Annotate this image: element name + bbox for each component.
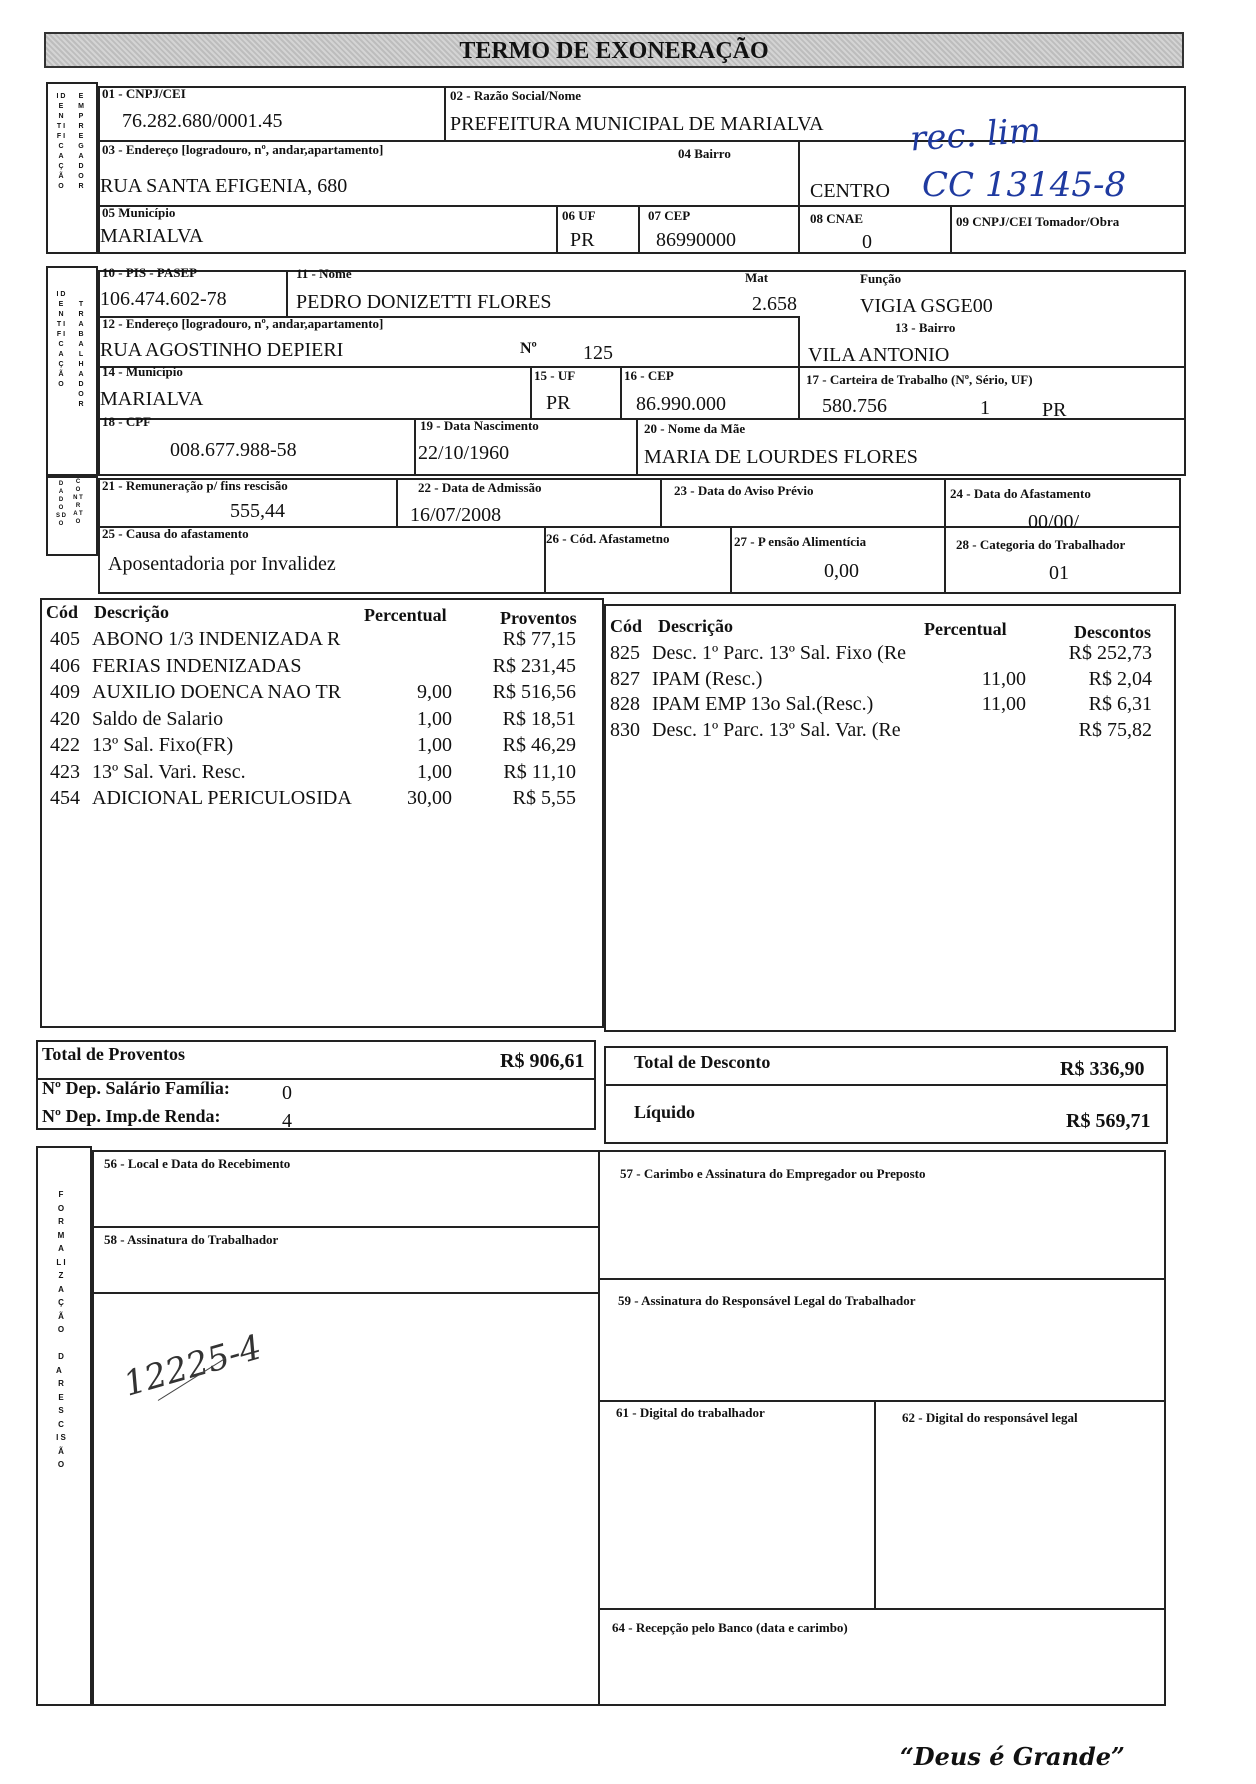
- descontos-valor: R$ 6,31: [1088, 693, 1152, 715]
- total-desconto-label: Total de Desconto: [634, 1052, 771, 1072]
- handwritten-note-1: rec. lim: [908, 110, 1043, 160]
- proventos-valor: R$ 11,10: [503, 760, 576, 783]
- employer-address-label: 03 - Endereço [logradouro, nº, andar,apartamento]: [102, 142, 384, 157]
- worker-side-box: [46, 266, 98, 476]
- worker-bairro-label: 13 - Bairro: [895, 320, 956, 335]
- proventos-desc: Saldo de Salario: [92, 707, 224, 730]
- employer-cep-label: 07 CEP: [648, 208, 691, 223]
- ctps-serie: 1: [980, 397, 990, 419]
- dep-sal-fam-value: 0: [282, 1082, 292, 1104]
- pensao-value: 0,00: [824, 560, 859, 582]
- proventos-desc: ADICIONAL PERICULOSIDA: [92, 787, 352, 809]
- causa-value: Aposentadoria por Invalidez: [108, 553, 336, 575]
- worker-address-label: 12 - Endereço [logradouro, nº, andar,apartamento]: [102, 316, 384, 331]
- causa-label: 25 - Causa do afastamento: [102, 526, 249, 541]
- proventos-header-perc: Percentual: [364, 605, 447, 625]
- proventos-desc: ABONO 1/3 INDENIZADA R: [92, 628, 341, 650]
- proventos-perc: 9,00: [417, 681, 452, 703]
- afast-value: 00/00/: [1028, 511, 1080, 533]
- razao-label: 02 - Razão Social/Nome: [450, 88, 582, 103]
- worker-uf-value: PR: [546, 392, 571, 414]
- remun-label: 21 - Remuneração p/ fins rescisão: [102, 478, 288, 493]
- mat-value: 2.658: [752, 293, 797, 315]
- proventos-perc: 1,00: [417, 760, 452, 783]
- proventos-perc: 1,00: [417, 707, 452, 730]
- cpf-label: 18 - CPF: [102, 414, 152, 429]
- funcao-value: VIGIA GSGE00: [860, 295, 993, 317]
- worker-side-label: I D E N T I F I C A Ç Ã O: [56, 291, 66, 388]
- employer-uf-value: PR: [570, 229, 595, 251]
- categoria-label: 28 - Categoria do Trabalhador: [956, 537, 1126, 552]
- descontos-cod: 830: [610, 718, 640, 741]
- descontos-desc: Desc. 1º Parc. 13º Sal. Var. (Re: [652, 718, 901, 741]
- dep-ir-label: Nº Dep. Imp.de Renda:: [42, 1106, 221, 1126]
- worker-cep-value: 86.990.000: [636, 393, 726, 415]
- f58-label: 58 - Assinatura do Trabalhador: [104, 1232, 279, 1247]
- proventos-valor: R$ 18,51: [502, 707, 576, 730]
- employer-cep-value: 86990000: [656, 229, 736, 251]
- descontos-desc: IPAM EMP 13o Sal.(Resc.): [652, 693, 874, 715]
- worker-num-value: 125: [583, 342, 613, 364]
- document-title: TERMO DE EXONERAÇÃO: [459, 38, 769, 64]
- proventos-header-valor: Proventos: [500, 608, 577, 628]
- descontos-valor: R$ 252,73: [1068, 642, 1152, 664]
- worker-num-label: Nº: [520, 340, 537, 357]
- descontos-desc: IPAM (Resc.): [652, 667, 763, 690]
- proventos-valor: R$ 46,29: [502, 734, 576, 756]
- employer-uf-label: 06 UF: [562, 208, 596, 223]
- tomador-label: 09 CNPJ/CEI Tomador/Obra: [956, 214, 1120, 229]
- razao-value: PREFEITURA MUNICIPAL DE MARIALVA: [450, 113, 824, 135]
- funcao-label: Função: [860, 271, 902, 286]
- descontos-cod: 828: [610, 693, 640, 715]
- descontos-cod: 825: [610, 642, 640, 664]
- f61-label: 61 - Digital do trabalhador: [616, 1405, 765, 1420]
- f59-label: 59 - Assinatura do Responsável Legal do Trabalhador: [618, 1293, 916, 1308]
- nome-label: 11 - Nome: [296, 266, 352, 281]
- employer-bairro-label: 04 Bairro: [678, 146, 731, 161]
- contract-side-label: D A D O S D O: [56, 481, 67, 527]
- worker-municipio-value: MARIALVA: [100, 388, 204, 410]
- proventos-valor: R$ 516,56: [492, 681, 576, 703]
- handwritten-note-2: CC 13145-8: [922, 165, 1127, 205]
- cnpj-label: 01 - CNPJ/CEI: [102, 86, 186, 101]
- total-desconto-value: R$ 336,90: [1060, 1058, 1145, 1080]
- proventos-desc: 13º Sal. Fixo(FR): [92, 734, 234, 756]
- descontos-header-cod: Cód: [610, 616, 643, 636]
- cnae-value: 0: [862, 231, 872, 253]
- proventos-valor: R$ 77,15: [502, 628, 576, 650]
- employer-address-value: RUA SANTA EFIGENIA, 680: [100, 175, 348, 197]
- proventos-perc: 1,00: [417, 734, 452, 756]
- pis-label: 10 - PIS - PASEP: [102, 265, 198, 280]
- employer-side-label-2: E M P R E G A D O R: [78, 93, 84, 190]
- employer-side-label: I D E N T I F I C A Ç Ã O: [56, 93, 66, 190]
- f56-label: 56 - Local e Data do Recebimento: [104, 1156, 291, 1171]
- proventos-cod: 406: [50, 654, 80, 677]
- total-proventos-label: Total de Proventos: [42, 1044, 186, 1064]
- descontos-header-perc: Percentual: [924, 619, 1007, 639]
- f62-label: 62 - Digital do responsável legal: [902, 1410, 1078, 1425]
- employer-municipio-value: MARIALVA: [100, 225, 204, 247]
- nasc-value: 22/10/1960: [418, 442, 510, 464]
- aviso-label: 23 - Data do Aviso Prévio: [674, 483, 814, 498]
- afast-label: 24 - Data do Afastamento: [950, 486, 1091, 501]
- liquido-label: Líquido: [634, 1102, 696, 1122]
- cnae-label: 08 CNAE: [810, 211, 864, 226]
- worker-municipio-label: 14 - Município: [102, 364, 183, 379]
- employer-bairro-value: CENTRO: [810, 180, 890, 202]
- nasc-label: 19 - Data Nascimento: [420, 418, 539, 433]
- descontos-valor: R$ 75,82: [1078, 718, 1152, 741]
- mae-value: MARIA DE LOURDES FLORES: [644, 446, 918, 468]
- proventos-cod: 422: [50, 734, 80, 756]
- formalization-side-label: F O R M A L I Z A Ç Ã O D A R E S C I S Ã O: [56, 1190, 66, 1469]
- proventos-desc: 13º Sal. Vari. Resc.: [92, 760, 246, 783]
- proventos-cod: 423: [50, 760, 80, 783]
- proventos-valor: R$ 5,55: [512, 787, 576, 809]
- cpf-value: 008.677.988-58: [170, 439, 297, 461]
- f64-label: 64 - Recepção pelo Banco (data e carimbo): [612, 1620, 848, 1635]
- worker-address-value: RUA AGOSTINHO DEPIERI: [100, 339, 344, 361]
- liquido-value: R$ 569,71: [1066, 1110, 1151, 1132]
- descontos-cod: 827: [610, 667, 640, 690]
- handwritten-number: 12225-4: [119, 1327, 267, 1405]
- cnpj-value: 76.282.680/0001.45: [122, 110, 283, 132]
- dep-sal-fam-label: Nº Dep. Salário Família:: [42, 1078, 230, 1098]
- employer-side-box: [46, 82, 98, 254]
- descontos-valor: R$ 2,04: [1088, 667, 1152, 690]
- ctps-number: 580.756: [822, 395, 887, 417]
- proventos-cod: 454: [50, 787, 80, 809]
- proventos-header-desc: Descrição: [94, 602, 169, 622]
- descontos-perc: 11,00: [981, 667, 1026, 690]
- contract-side-label-2: C O N T R A T O: [73, 479, 83, 525]
- ctps-label: 17 - Carteira de Trabalho (Nº, Sério, UF): [806, 372, 1033, 387]
- descontos-header-desc: Descrição: [658, 616, 733, 636]
- nome-value: PEDRO DONIZETTI FLORES: [296, 291, 552, 313]
- proventos-cod: 405: [50, 628, 80, 650]
- f57-label: 57 - Carimbo e Assinatura do Empregador ou Preposto: [620, 1166, 926, 1181]
- ctps-uf: PR: [1042, 399, 1067, 421]
- mae-label: 20 - Nome da Mãe: [644, 421, 746, 436]
- pensao-label: 27 - P ensão Alimentícia: [734, 534, 867, 549]
- categoria-value: 01: [1049, 562, 1069, 584]
- proventos-cod: 409: [50, 681, 80, 703]
- proventos-desc: FERIAS INDENIZADAS: [92, 654, 302, 677]
- proventos-header-cod: Cód: [46, 602, 79, 622]
- employer-municipio-label: 05 Município: [102, 205, 176, 220]
- descontos-perc: 11,00: [981, 693, 1026, 715]
- proventos-perc: 30,00: [407, 787, 452, 809]
- worker-uf-label: 15 - UF: [534, 368, 576, 383]
- descontos-header-valor: Descontos: [1074, 622, 1151, 642]
- dep-ir-value: 4: [282, 1110, 292, 1132]
- title-bar: [44, 32, 1184, 68]
- pis-value: 106.474.602-78: [100, 288, 227, 310]
- descontos-desc: Desc. 1º Parc. 13º Sal. Fixo (Re: [652, 642, 907, 664]
- proventos-valor: R$ 231,45: [492, 654, 576, 677]
- footer-motto: “Deus é Grande”: [900, 1742, 1125, 1771]
- admissao-label: 22 - Data de Admissão: [418, 480, 542, 495]
- cod-afast-label: 26 - Cód. Afastametno: [546, 531, 670, 546]
- worker-cep-label: 16 - CEP: [624, 368, 674, 383]
- proventos-desc: AUXILIO DOENCA NAO TR: [92, 681, 342, 703]
- contract-side-box: [46, 476, 98, 556]
- mat-label: Mat: [745, 270, 769, 285]
- remun-value: 555,44: [230, 500, 285, 522]
- worker-side-label-2: T R A B A L H A D O R: [78, 301, 84, 408]
- worker-bairro-value: VILA ANTONIO: [808, 344, 950, 366]
- admissao-value: 16/07/2008: [410, 504, 502, 526]
- total-proventos-value: R$ 906,61: [500, 1050, 585, 1072]
- proventos-cod: 420: [50, 707, 80, 730]
